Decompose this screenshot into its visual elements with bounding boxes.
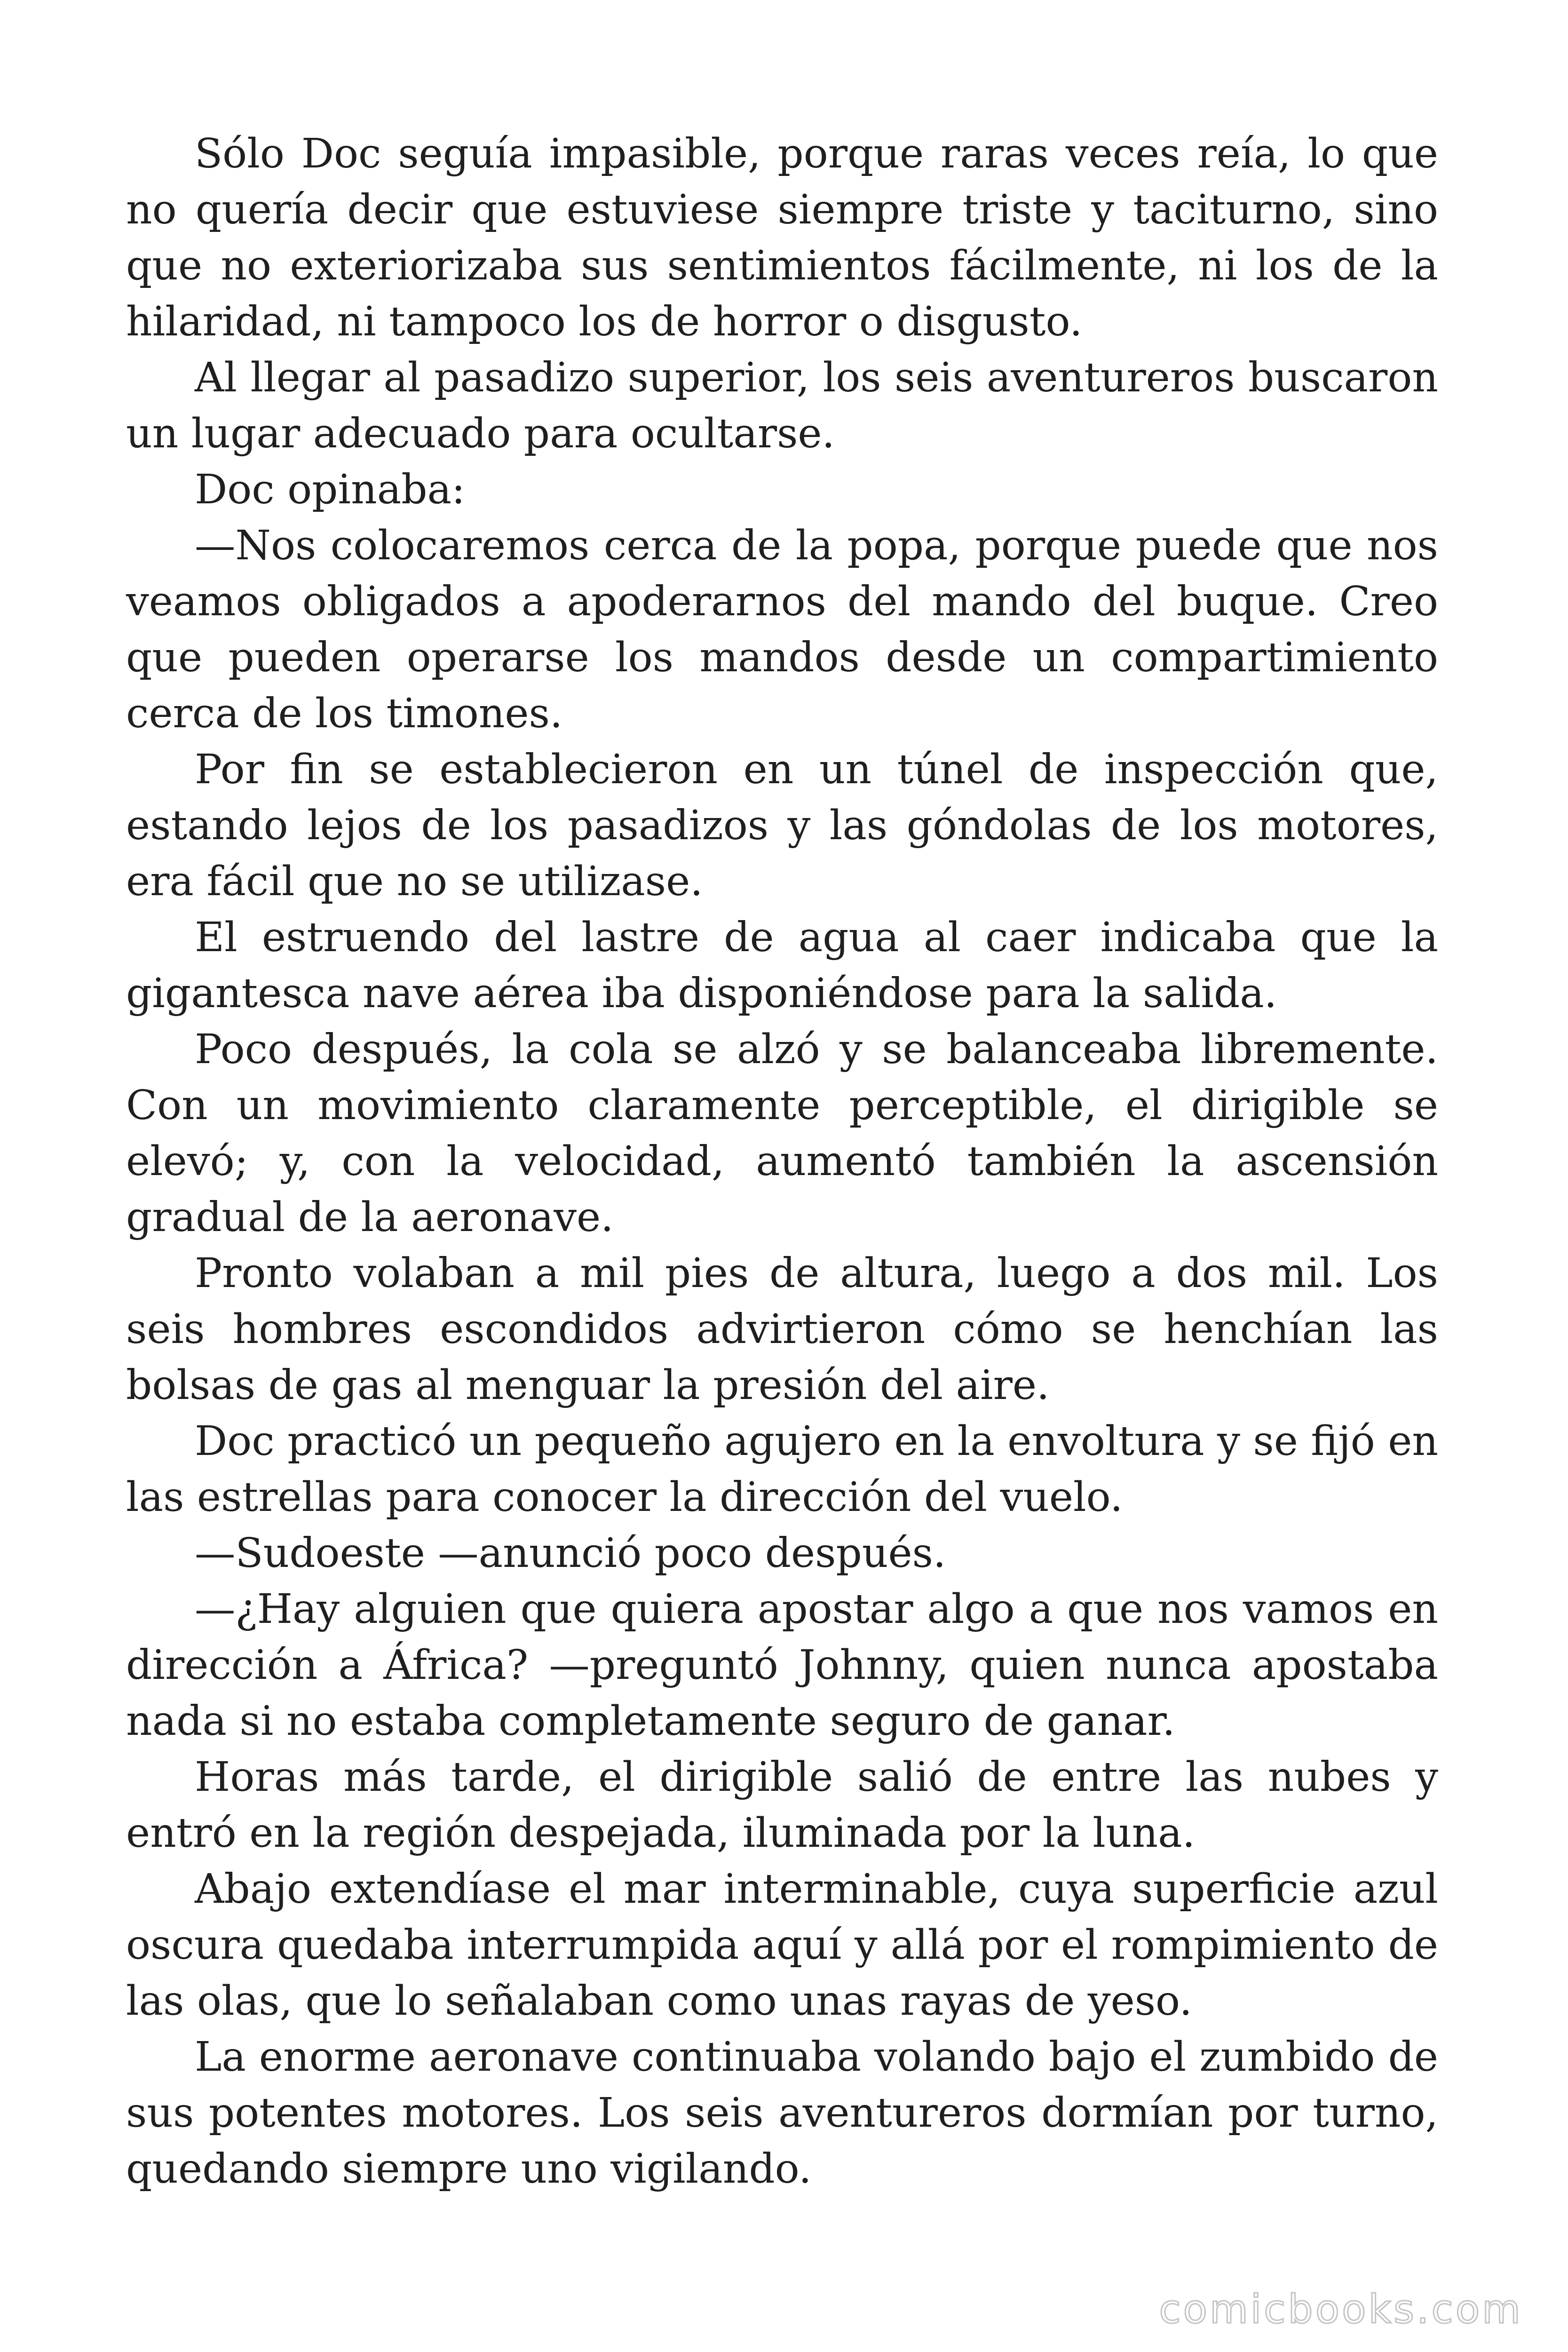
paragraph: Sólo Doc seguía impasible, porque raras veces reía, lo que no quería decir que estuviese siempre triste y taciturno, sino que no exteriorizaba sus sentimientos fácilmente, ni los de la hilaridad, ni tampoco los de horror o disgusto. [126, 130, 1438, 345]
paragraph: Doc practicó un pequeño agujero en la envoltura y se fijó en las estrellas para conocer la dirección del vuelo. [126, 1418, 1438, 1521]
paragraph: Pronto volaban a mil pies de altura, luego a dos mil. Los seis hombres escondidos advirtieron cómo se henchían las bolsas de gas al menguar la presión del aire. [126, 1250, 1438, 1409]
paragraph: Al llegar al pasadizo superior, los seis aventureros buscaron un lugar adecuado para ocultarse. [126, 354, 1438, 457]
paragraph: —Sudoeste —anunció poco después. [195, 1530, 946, 1577]
paragraph: —¿Hay alguien que quiera apostar algo a que nos vamos en dirección a África? —preguntó Johnny, quien nunca apostaba nada si no estaba completamente seguro de ganar. [126, 1586, 1438, 1745]
paragraph: Doc opinaba: [195, 466, 466, 513]
paragraph: Poco después, la cola se alzó y se balanceaba libremente. Con un movimiento claramente perceptible, el dirigible se elevó; y, con la velocidad, aumentó también la ascensión gradual de la aeronave. [126, 1026, 1438, 1241]
body-text [126, 126, 1438, 2197]
paragraph: Abajo extendíase el mar interminable, cuya superficie azul oscura quedaba interrumpida aquí y allá por el rompimiento de las olas, que lo señalaban como unas rayas de yeso. [126, 1866, 1438, 2025]
watermark: comicbooks.com [1159, 2286, 1523, 2332]
paragraph: —Nos colocaremos cerca de la popa, porque puede que nos veamos obligados a apoderarnos del mando del buque. Creo que pueden operarse los mandos desde un compartimiento cerca de los timones. [126, 522, 1438, 737]
paragraph: Por fin se establecieron en un túnel de inspección que, estando lejos de los pasadizos y las góndolas de los motores, era fácil que no se utilizase. [126, 746, 1438, 905]
paragraph: Horas más tarde, el dirigible salió de entre las nubes y entró en la región despejada, iluminada por la luna. [126, 1754, 1438, 1857]
paragraph: La enorme aeronave continuaba volando bajo el zumbido de sus potentes motores. Los seis aventureros dormían por turno, quedando siempre uno vigilando. [126, 2034, 1438, 2193]
paragraph: El estruendo del lastre de agua al caer indicaba que la gigantesca nave aérea iba disponiéndose para la salida. [126, 914, 1438, 1017]
